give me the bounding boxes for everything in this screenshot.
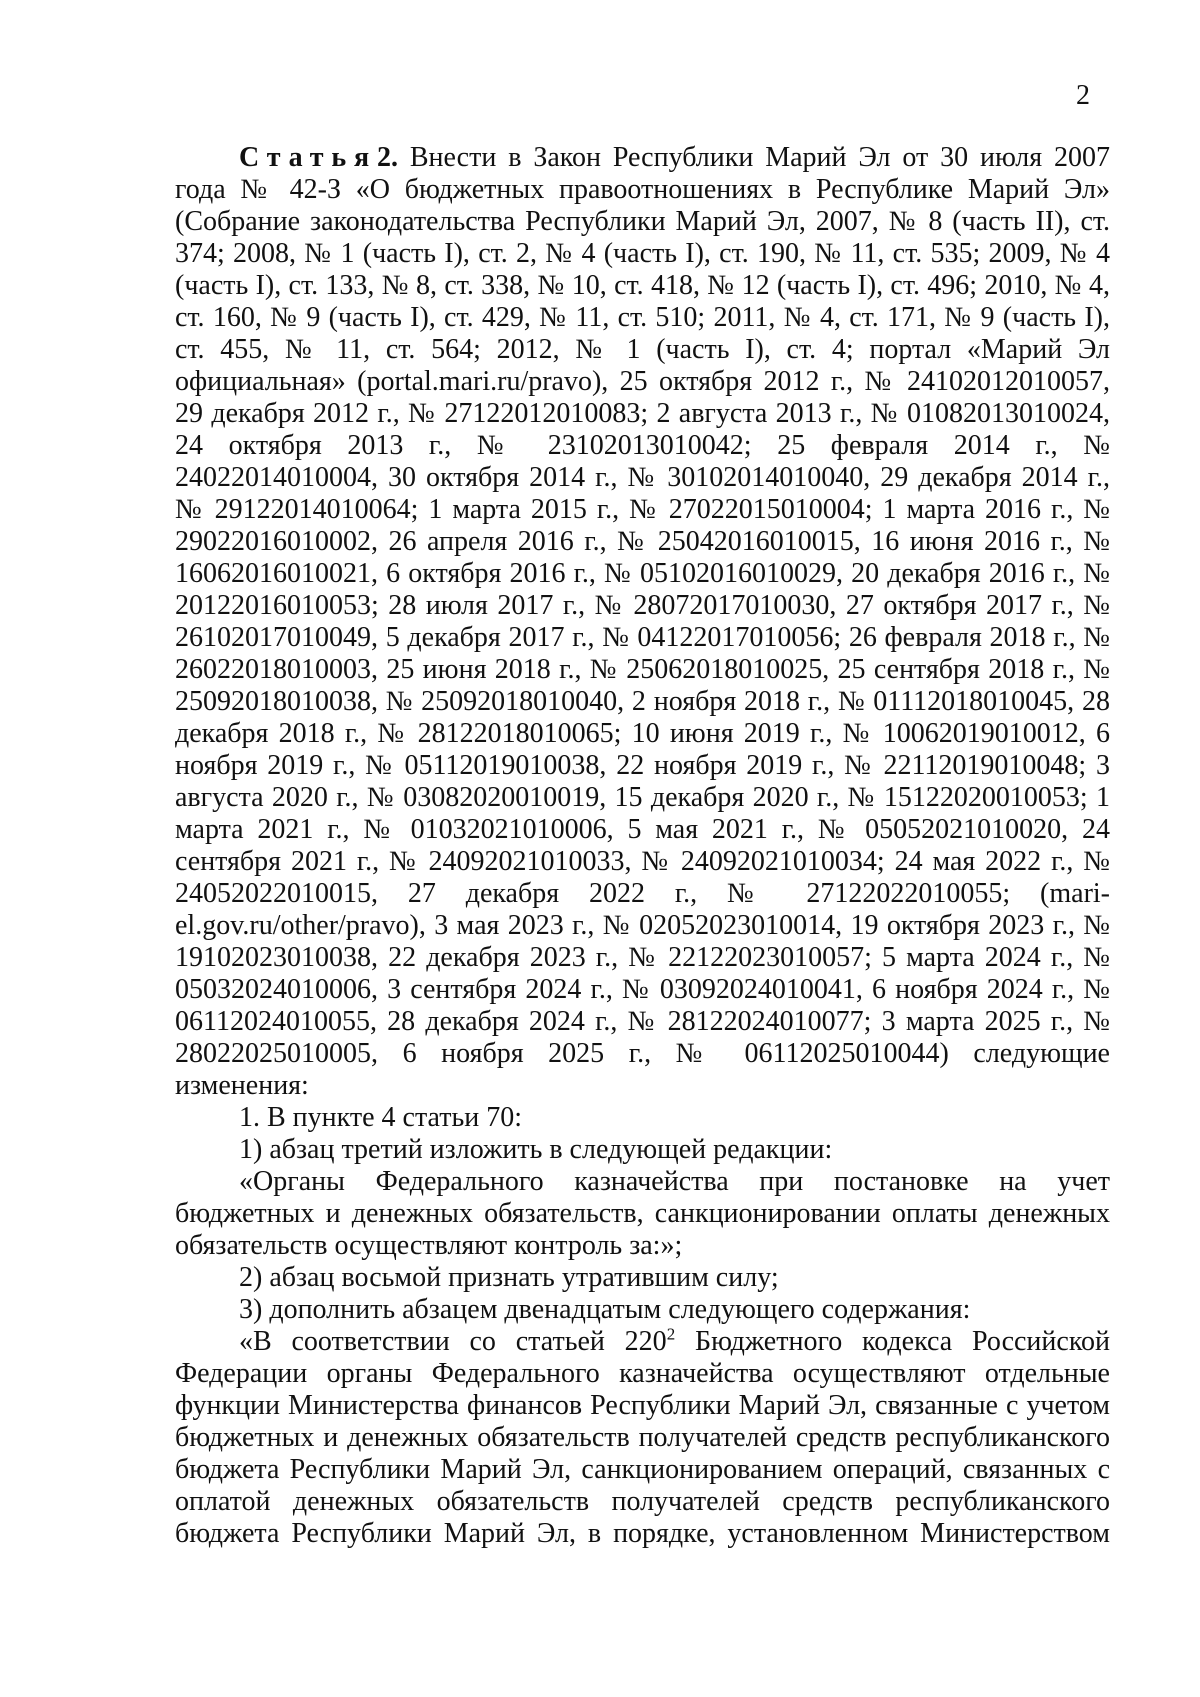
quote-text-start: «В соответствии со статьей 220 (239, 1326, 667, 1357)
article-label: Статья (239, 142, 377, 173)
item-paragraph: 1) абзац третий изложить в следующей редакции: (239, 1134, 833, 1165)
quoted-paragraph (175, 1326, 1110, 1550)
quote-text-end: Бюджетного кодекса Российской Федерации органы Федерального казначейства осуществляют отдельные функции Министерства финансов Республики Марий Эл, связанные с учетом бюджетных и денежных обязательств получателей средств республиканского бюджета Республики Марий Эл, санкционированием операций, связанных с оплатой денежных обязательств получателей средств республиканского бюджета Республики Марий Эл, в порядке, установленном Министерством (175, 1326, 1110, 1549)
article-number: 2. (376, 142, 398, 173)
item-paragraph: 1. В пункте 4 статьи 70: (239, 1102, 523, 1133)
quote-superscript: 2 (666, 1324, 676, 1344)
article-2-paragraph (175, 142, 1110, 1102)
page-number: 2 (1076, 80, 1090, 111)
document-body (175, 142, 1110, 1550)
article-text: Внести в Закон Республики Марий Эл от 30 июля 2007 года № 42-З «О бюджетных правоотношениях в Республике Марий Эл» (Собрание законодательства Республики Марий Эл, 2007, № 8 (часть II), ст. 374; 2008, № 1 (часть I), ст. 2, № 4 (часть I), ст. 190, № 11, ст. 535; 2009, № 4 (часть I), ст. 133, № 8, ст. 338, № 10, ст. 418, № 12 (часть I), ст. 496; 2010, № 4, ст. 160, № 9 (часть I), ст. 429, № 11, ст. 510; 2011, № 4, ст. 171, № 9 (часть I), ст. 455, № 11, ст. 564; 2012, № 1 (часть I), ст. 4; портал «Марий Эл официальная» (portal.mari.ru/pravo), 25 октября 2012 г., № 24102012010057, 29 декабря 2012 г., № 27122012010083; 2 августа 2013 г., № 01082013010024, 24 октября 2013 г., № 23102013010042; 25 февраля 2014 г., № 24022014010004, 30 октября 2014 г., № 30102014010040, 29 декабря 2014 г., № 29122014010064; 1 марта 2015 г., № 27022015010004; 1 марта 2016 г., № 29022016010002, 26 апреля 2016 г., № 25042016010015, 16 июня 2016 г., № 16062016010021, 6 октября 2016 г., № 05102016010029, 20 декабря 2016 г., № 20122016010053; 28 июля 2017 г., № 28072017010030, 27 октября 2017 г., № 26102017010049, 5 декабря 2017 г., № 04122017010056; 26 февраля 2018 г., № 26022018010003, 25 июня 2018 г., № 25062018010025, 25 сентября 2018 г., № 25092018010038, № 25092018010040, 2 ноября 2018 г., № 01112018010045, 28 декабря 2018 г., № 28122018010065; 10 июня 2019 г., № 10062019010012, 6 ноября 2019 г., № 05112019010038, 22 ноября 2019 г., № 22112019010048; 3 августа 2020 г., № 03082020010019, 15 декабря 2020 г., № 15122020010053; 1 марта 2021 г., № 01032021010006, 5 мая 2021 г., № 05052021010020, 24 сентября 2021 г., № 24092021010033, № 24092021010034; 24 мая 2022 г., № 24052022010015, 27 декабря 2022 г., № 27122022010055; (mari-el.gov.ru/other/pravo), 3 мая 2023 г., № 02052023010014, 19 октября 2023 г., № 19102023010038, 22 декабря 2023 г., № 22122023010057; 5 марта 2024 г., № 05032024010006, 3 сентября 2024 г., № 03092024010041, 6 ноября 2024 г., № 06112024010055, 28 декабря 2024 г., № 28122024010077; 3 марта 2025 г., № 28022025010005, 6 ноября 2025 г., № 06112025010044) следующие изменения: (175, 142, 1110, 1101)
quoted-paragraph: «Органы Федерального казначейства при постановке на учет бюджетных и денежных обязательств, санкционировании оплаты денежных обязательств осуществляют контроль за:»; (175, 1166, 1110, 1261)
item-paragraph: 3) дополнить абзацем двенадцатым следующего содержания: (239, 1294, 971, 1325)
item-paragraph: 2) абзац восьмой признать утратившим силу; (239, 1262, 779, 1293)
